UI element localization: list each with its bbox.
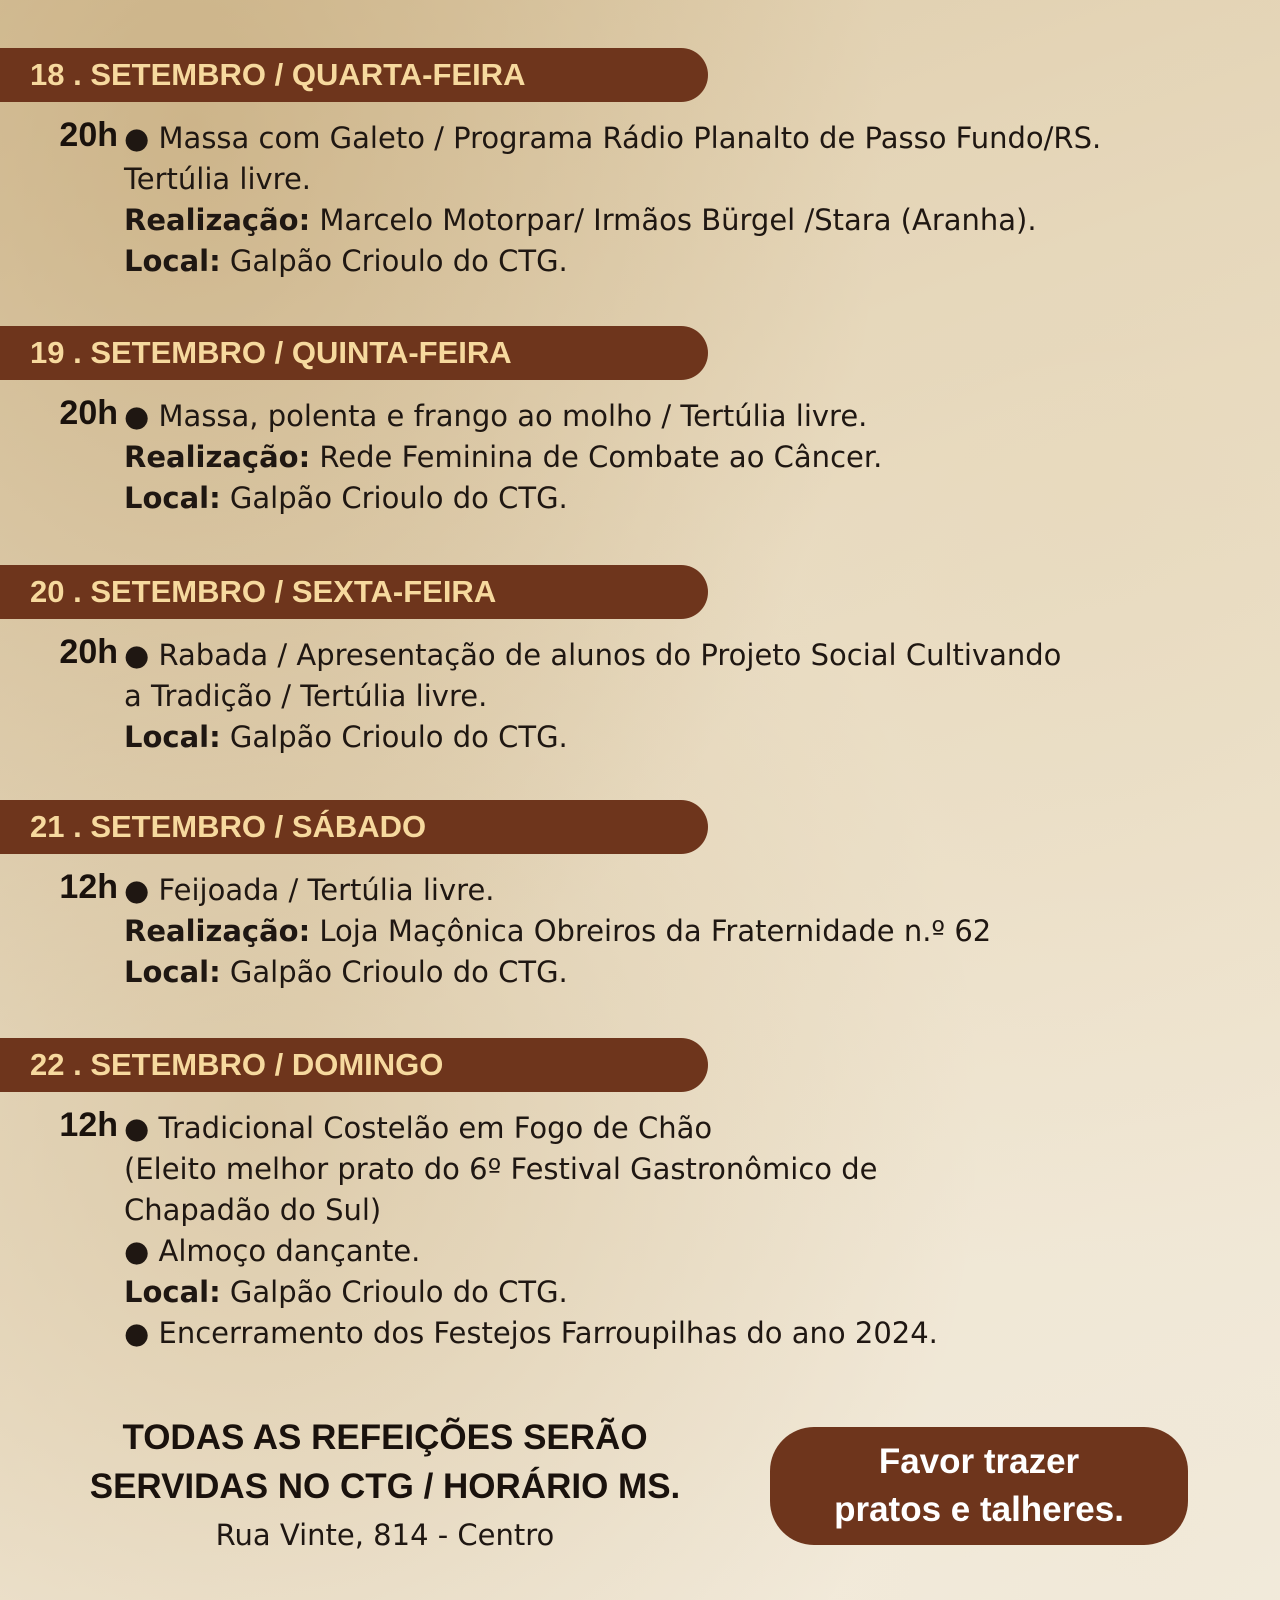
detail-line: ● Feijoada / Tertúlia livre. bbox=[124, 873, 495, 907]
event-time: 20h bbox=[59, 633, 118, 671]
meals-notice-line1: TODAS AS REFEIÇÕES SERÃO bbox=[122, 1418, 648, 1457]
event-details bbox=[124, 870, 1264, 993]
detail-line: Realização: Loja Maçônica Obreiros da Fraternidade n.º 62 bbox=[124, 914, 992, 948]
day-header-banner: 20 . SETEMBRO / SEXTA-FEIRA bbox=[0, 565, 708, 619]
badge-line1: Favor trazer bbox=[878, 1442, 1080, 1481]
event-time: 20h bbox=[59, 116, 118, 154]
detail-line: ● Massa, polenta e frango ao molho / Tertúlia livre. bbox=[124, 399, 868, 433]
detail-line: (Eleito melhor prato do 6º Festival Gastronômico de bbox=[124, 1152, 878, 1186]
meals-notice bbox=[60, 1413, 710, 1511]
detail-line: Realização: Rede Feminina de Combate ao Câncer. bbox=[124, 440, 883, 474]
detail-line: ● Encerramento dos Festejos Farroupilhas do ano 2024. bbox=[124, 1316, 938, 1350]
day-header-banner: 21 . SETEMBRO / SÁBADO bbox=[0, 800, 708, 854]
detail-line: Tertúlia livre. bbox=[124, 162, 312, 196]
event-time: 12h bbox=[59, 1106, 118, 1144]
detail-line: Local: Galpão Crioulo do CTG. bbox=[124, 720, 568, 754]
event-details bbox=[124, 396, 1264, 519]
event-details bbox=[124, 1108, 1264, 1354]
meals-notice-line2: SERVIDAS NO CTG / HORÁRIO MS. bbox=[89, 1467, 681, 1506]
detail-line: ● Tradicional Costelão em Fogo de Chão bbox=[124, 1111, 713, 1145]
event-time: 20h bbox=[59, 394, 118, 432]
event-details bbox=[124, 118, 1264, 282]
day-header-banner: 18 . SETEMBRO / QUARTA-FEIRA bbox=[0, 48, 708, 102]
detail-line: Realização: Marcelo Motorpar/ Irmãos Bürgel /Stara (Aranha). bbox=[124, 203, 1037, 237]
day-header-banner: 19 . SETEMBRO / QUINTA-FEIRA bbox=[0, 326, 708, 380]
event-time: 12h bbox=[59, 868, 118, 906]
bring-utensils-badge bbox=[770, 1427, 1188, 1545]
address: Rua Vinte, 814 - Centro bbox=[215, 1518, 555, 1552]
event-details bbox=[124, 635, 1264, 758]
day-header-banner: 22 . SETEMBRO / DOMINGO bbox=[0, 1038, 708, 1092]
detail-line: a Tradição / Tertúlia livre. bbox=[124, 679, 488, 713]
detail-line: Local: Galpão Crioulo do CTG. bbox=[124, 244, 568, 278]
detail-line: ● Almoço dançante. bbox=[124, 1234, 421, 1268]
detail-line: Local: Galpão Crioulo do CTG. bbox=[124, 1275, 568, 1309]
badge-line2: pratos e talheres. bbox=[834, 1490, 1124, 1529]
detail-line: Chapadão do Sul) bbox=[124, 1193, 382, 1227]
detail-line: Local: Galpão Crioulo do CTG. bbox=[124, 955, 568, 989]
detail-line: ● Rabada / Apresentação de alunos do Projeto Social Cultivando bbox=[124, 638, 1062, 672]
detail-line: Local: Galpão Crioulo do CTG. bbox=[124, 481, 568, 515]
detail-line: ● Massa com Galeto / Programa Rádio Planalto de Passo Fundo/RS. bbox=[124, 121, 1102, 155]
